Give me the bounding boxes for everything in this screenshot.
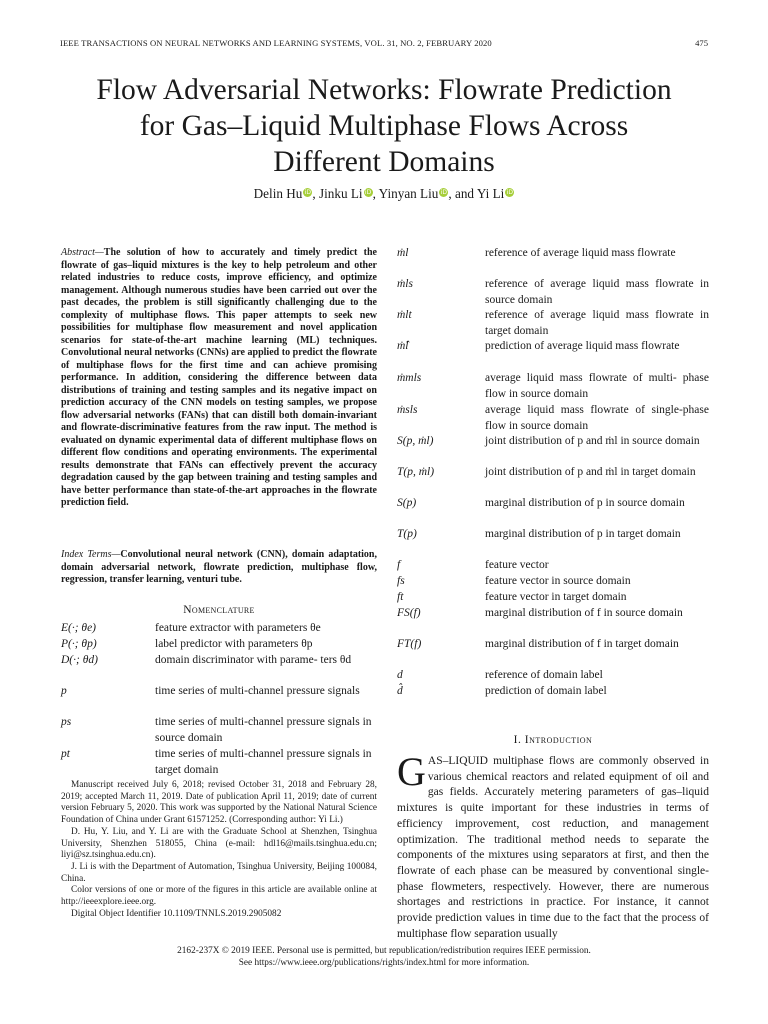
nomenclature-heading: Nomenclature bbox=[183, 604, 255, 616]
introduction-text: multiphase flows are commonly observed in various chemical reactors and related equipment of oil and gas fields. Accurately metering parameters of gas–liquid mixtures is quite important for these industries in terms of efficiency improvement, cost reduction, and management optimization. The traditional method needs to separate the components of the mixtures using separators at first, and then the flowrate of each phase can be measured by conventional single-phase flowmeters, respectively. However, there are numerous shortages and restrictions in practice. For instance, it cannot provide prediction values in time due to the fact that the process of multiphase flow separation usually bbox=[397, 755, 709, 940]
paper-title bbox=[60, 72, 708, 180]
author-name: Delin Hu bbox=[253, 186, 303, 201]
title-line: for Gas–Liquid Multiphase Flows Across bbox=[139, 110, 629, 142]
nomenclature-symbol: ṁsls bbox=[397, 404, 418, 416]
footnote-paragraph: Color versions of one or more of the figures in this article are available online at http://ieeexplore.ieee.org. bbox=[61, 885, 377, 908]
nomenclature-symbol: S(p) bbox=[397, 497, 417, 509]
index-terms bbox=[61, 549, 377, 587]
nomenclature-symbol: d bbox=[397, 669, 403, 681]
orcid-icon[interactable]: iD bbox=[440, 189, 448, 196]
running-head: IEEE TRANSACTIONS ON NEURAL NETWORKS AND LEARNING SYSTEMS, VOL. 31, NO. 2, FEBRUARY 2020 bbox=[60, 38, 492, 48]
nomenclature-definition: feature extractor with parameters θe bbox=[155, 622, 321, 634]
nomenclature-definition: reference of average liquid mass flowrate in source domain bbox=[485, 278, 709, 306]
nomenclature-definition: time series of multi-channel pressure signals in source domain bbox=[155, 716, 372, 744]
title-line: Flow Adversarial Networks: Flowrate Prediction bbox=[96, 74, 672, 106]
nomenclature-definition: time series of multi-channel pressure signals in target domain bbox=[155, 748, 372, 776]
nomenclature-symbol: FS(f) bbox=[397, 607, 421, 619]
footnote-paragraph: Digital Object Identifier 10.1109/TNNLS.2019.2905082 bbox=[71, 908, 282, 919]
nomenclature-symbol: ṁmls bbox=[397, 372, 422, 384]
section-heading: I. Introduction bbox=[513, 734, 593, 746]
nomenclature-definition: marginal distribution of f in target domain bbox=[485, 638, 679, 650]
drop-cap: G bbox=[397, 749, 426, 794]
footnote-paragraph: D. Hu, Y. Liu, and Y. Li are with the Graduate School at Shenzhen, Tsinghua University, Shenzhen 518055, China (e-mail: hdl16@mails.tsinghua.edu.cn; liyi@sz.tsinghua.edu.cn). bbox=[61, 826, 377, 861]
orcid-icon[interactable]: iD bbox=[506, 189, 513, 196]
nomenclature-definition: average liquid mass flowrate of multi- phase flow in source domain bbox=[485, 372, 709, 400]
nomenclature-definition: reference of domain label bbox=[485, 669, 603, 681]
nomenclature-definition: reference of average liquid mass flowrate in target domain bbox=[485, 309, 709, 337]
copyright-line: 2162-237X © 2019 IEEE. Personal use is permitted, but republication/redistribution requires IEEE permission. bbox=[177, 946, 591, 956]
abstract-text: The solution of how to accurately and timely predict the flowrate of gas–liquid mixtures is the key to help petroleum and other related industries to reduce costs, improve efficiency, and optimize management. Although numerous studies have been carried out over the past decades, the problem is still significantly challenging due to the complexity of multiphase flows. This paper attempts to seek new possibilities for multiphase flow measurement and novel application scenarios for state-of-the-art machine learning (ML) techniques. Convolutional neural networks (CNNs) are applied to predict the flowrate of multiphase flows for the first time and can achieve promising performance. In addition, considering the difference between data distributions of training and testing samples and its negative impact on prediction accuracy of the CNN models on testing samples, we propose flow adversarial networks (FANs) that can distill both domain-invariant and flowrate-discriminative features from the raw input. The method is evaluated on dynamic experimental data of different multiphase flows on different flow conditions and operating environments. The experimental results demonstrate that FANs can effectively prevent the accuracy degradation caused by the gap between training and testing samples and have better performance than state-of-the-art approaches in the flowrate prediction field. bbox=[61, 247, 377, 508]
nomenclature-symbol: E(·; θe) bbox=[61, 622, 97, 634]
copyright-line: See https://www.ieee.org/publications/rights/index.html for more information. bbox=[238, 957, 530, 968]
author-name: Yi Li bbox=[476, 186, 505, 201]
nomenclature-definition: marginal distribution of f in source domain bbox=[485, 607, 683, 619]
nomenclature-definition: feature vector in source domain bbox=[485, 575, 631, 587]
abstract bbox=[61, 247, 377, 510]
nomenclature-definition: prediction of domain label bbox=[485, 685, 607, 697]
author-name: Jinku Li bbox=[318, 186, 363, 201]
orcid-icon[interactable]: iD bbox=[304, 189, 312, 196]
footnote-paragraph: Manuscript received July 6, 2018; revised October 31, 2018 and February 28, 2019; accepted March 11, 2019. Date of publication April 11, 2019; date of current version February 5, 2020. This work was supported by the National Natural Science Foundation of China under Grant 61571252. (Corresponding author: Yi Li.) bbox=[61, 780, 377, 826]
introduction-paragraph bbox=[397, 749, 709, 942]
copyright-notice bbox=[60, 946, 708, 969]
author-separator: , and bbox=[448, 186, 477, 201]
footnote-paragraph: J. Li is with the Department of Automation, Tsinghua University, Beijing 100084, China. bbox=[61, 861, 377, 884]
nomenclature-definition: joint distribution of p and ṁl in target domain bbox=[485, 466, 696, 478]
nomenclature-symbol: D(·; θd) bbox=[61, 654, 98, 666]
nomenclature-definition: prediction of average liquid mass flowrate bbox=[485, 340, 680, 352]
nomenclature-symbol: p bbox=[61, 685, 67, 697]
title-line: Different Domains bbox=[273, 146, 495, 178]
nomenclature-definition: joint distribution of p and ṁl in source domain bbox=[485, 435, 700, 447]
nomenclature-symbol: FT(f) bbox=[397, 638, 422, 650]
nomenclature-definition: marginal distribution of p in source domain bbox=[485, 497, 685, 509]
author-name: Yinyan Liu bbox=[378, 186, 439, 201]
nomenclature-symbol: ṁ̂l bbox=[397, 340, 409, 352]
first-word: AS–LIQUID bbox=[427, 755, 488, 767]
nomenclature-symbol: ṁlt bbox=[397, 309, 412, 321]
nomenclature-symbol: ṁls bbox=[397, 278, 413, 290]
nomenclature-symbol: f bbox=[397, 559, 401, 571]
nomenclature-symbol: T(p, ṁl) bbox=[397, 466, 435, 478]
nomenclature-symbol: pt bbox=[61, 748, 70, 760]
nomenclature-definition: feature vector bbox=[485, 559, 549, 571]
nomenclature-symbol: ṁl bbox=[397, 247, 409, 259]
nomenclature-symbol: fs bbox=[397, 575, 405, 587]
nomenclature-definition: marginal distribution of p in target domain bbox=[485, 528, 681, 540]
nomenclature-symbol: S(p, ṁl) bbox=[397, 435, 434, 447]
page-number: 475 bbox=[695, 38, 708, 48]
index-terms-lead: Index Terms— bbox=[61, 549, 121, 560]
author-separator: , bbox=[372, 186, 379, 201]
author-separator: , bbox=[312, 186, 319, 201]
nomenclature-definition: average liquid mass flowrate of single-phase flow in source domain bbox=[485, 404, 709, 432]
footnote bbox=[61, 780, 377, 920]
nomenclature-symbol: ps bbox=[61, 716, 72, 728]
nomenclature-symbol: ft bbox=[397, 591, 404, 603]
nomenclature-symbol: d̂ bbox=[397, 685, 403, 697]
nomenclature-definition: label predictor with parameters θp bbox=[155, 638, 313, 650]
nomenclature-symbol: P(·; θp) bbox=[61, 638, 97, 650]
index-terms-text: Convolutional neural network (CNN), domain adaptation, domain adversarial network, flowrate prediction, multiphase flow, regression, transfer learning, venturi tube. bbox=[61, 549, 377, 585]
author-list bbox=[60, 186, 708, 202]
nomenclature-symbol: T(p) bbox=[397, 528, 417, 540]
orcid-icon[interactable]: iD bbox=[364, 189, 372, 196]
abstract-lead: Abstract— bbox=[61, 247, 104, 258]
nomenclature-definition: feature vector in target domain bbox=[485, 591, 627, 603]
nomenclature-definition: time series of multi-channel pressure signals bbox=[155, 685, 360, 697]
nomenclature-definition: reference of average liquid mass flowrate bbox=[485, 247, 676, 259]
nomenclature-definition: domain discriminator with parame- ters θd bbox=[155, 654, 352, 666]
